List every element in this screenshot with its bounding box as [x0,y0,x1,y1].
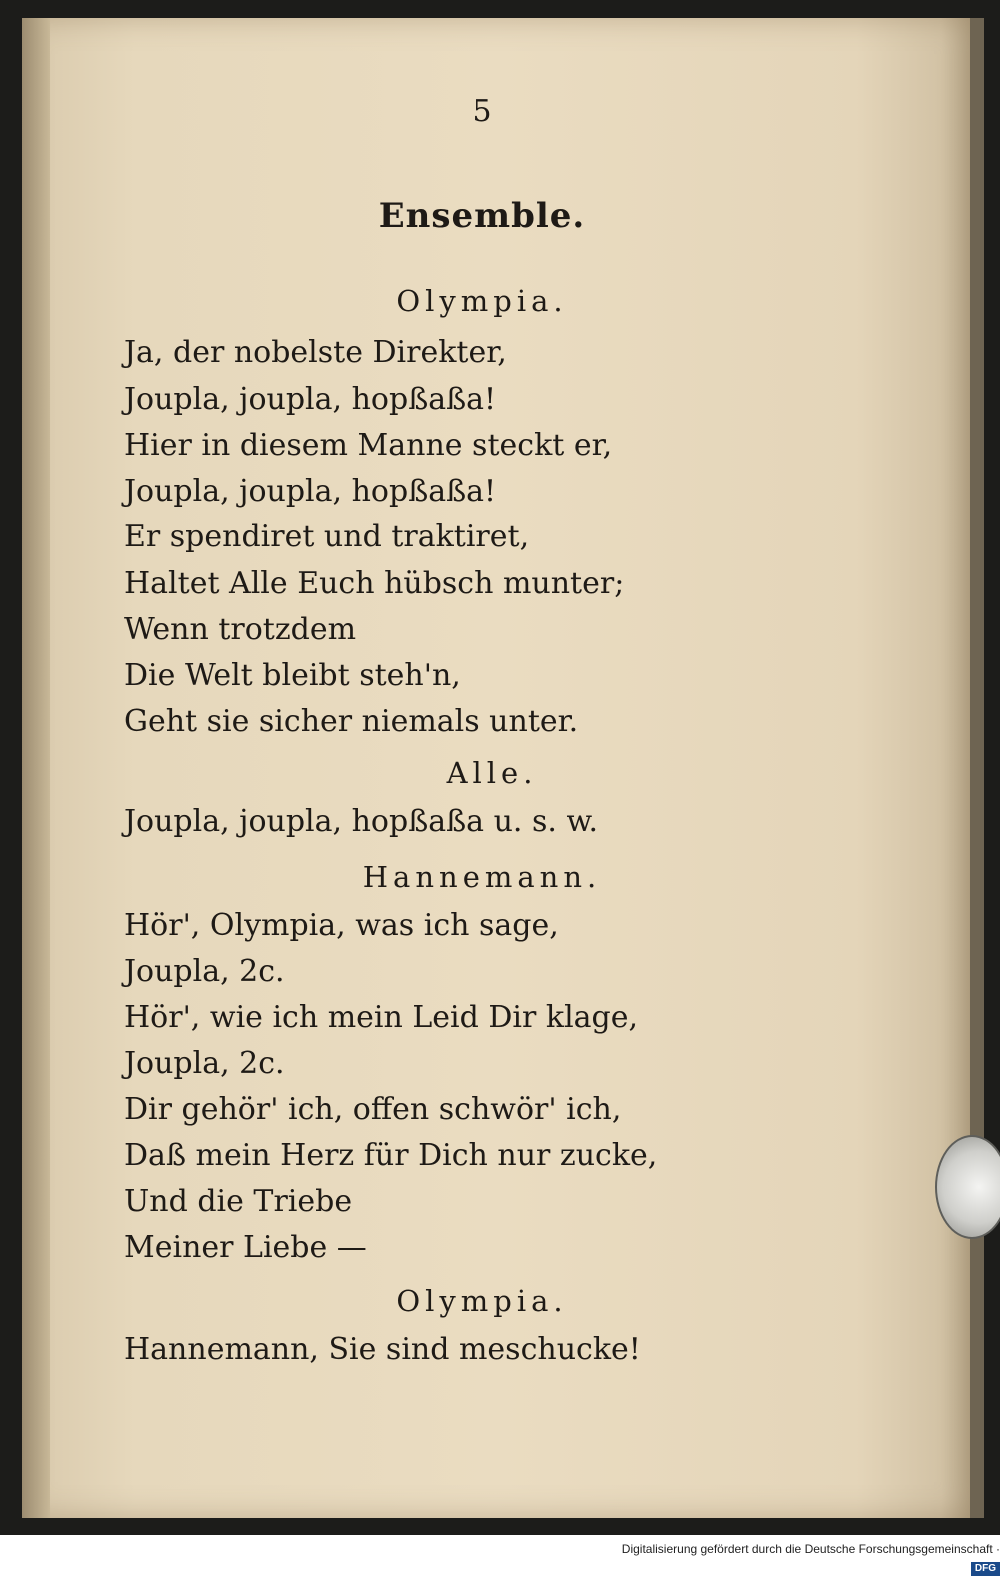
dfg-logo: DFG [971,1562,1000,1576]
verse-line: Joupla, joupla, hopßaßa u. s. w. [124,804,599,839]
speaker-hannemann: Hannemann. [362,860,602,894]
page-number: 5 [472,94,492,129]
section-title: Ensemble. [378,196,586,236]
book-page [22,18,974,1518]
verse-line: Hör', Olympia, was ich sage, [124,908,559,943]
page-edge [970,18,984,1518]
verse-line: Hier in diesem Manne steckt er, [124,428,613,463]
verse-line: Joupla, 2c. [124,1046,285,1081]
footer-text: Digitalisierung gefördert durch die Deutsche Forschungsgemeinschaft · [621,1542,1000,1556]
speaker-alle: Alle. [446,756,538,790]
verse-line: Hannemann, Sie sind meschucke! [124,1332,641,1367]
page-binding [22,18,50,1518]
speaker-olympia: Olympia. [396,284,568,318]
verse-line: Daß mein Herz für Dich nur zucke, [124,1138,658,1173]
verse-line: Ja, der nobelste Direkter, [124,335,507,370]
verse-line: Meiner Liebe — [124,1230,367,1265]
verse-line: Geht sie sicher niemals unter. [124,704,579,739]
verse-line: Dir gehör' ich, offen schwör' ich, [124,1092,622,1127]
verse-line: Wenn trotzdem [124,612,357,647]
speaker-olympia: Olympia. [396,1284,568,1318]
digitization-footer [600,1540,1000,1574]
verse-line: Die Welt bleibt steh'n, [124,658,461,693]
verse-line: Joupla, joupla, hopßaßa! [124,474,497,509]
binder-clip [935,1135,1000,1239]
verse-line: Hör', wie ich mein Leid Dir klage, [124,1000,639,1035]
verse-line: Joupla, joupla, hopßaßa! [124,382,497,417]
verse-line: Er spendiret und traktiret, [124,519,530,554]
verse-line: Und die Triebe [124,1184,353,1219]
verse-line: Haltet Alle Euch hübsch munter; [124,566,625,601]
verse-line: Joupla, 2c. [124,954,285,989]
